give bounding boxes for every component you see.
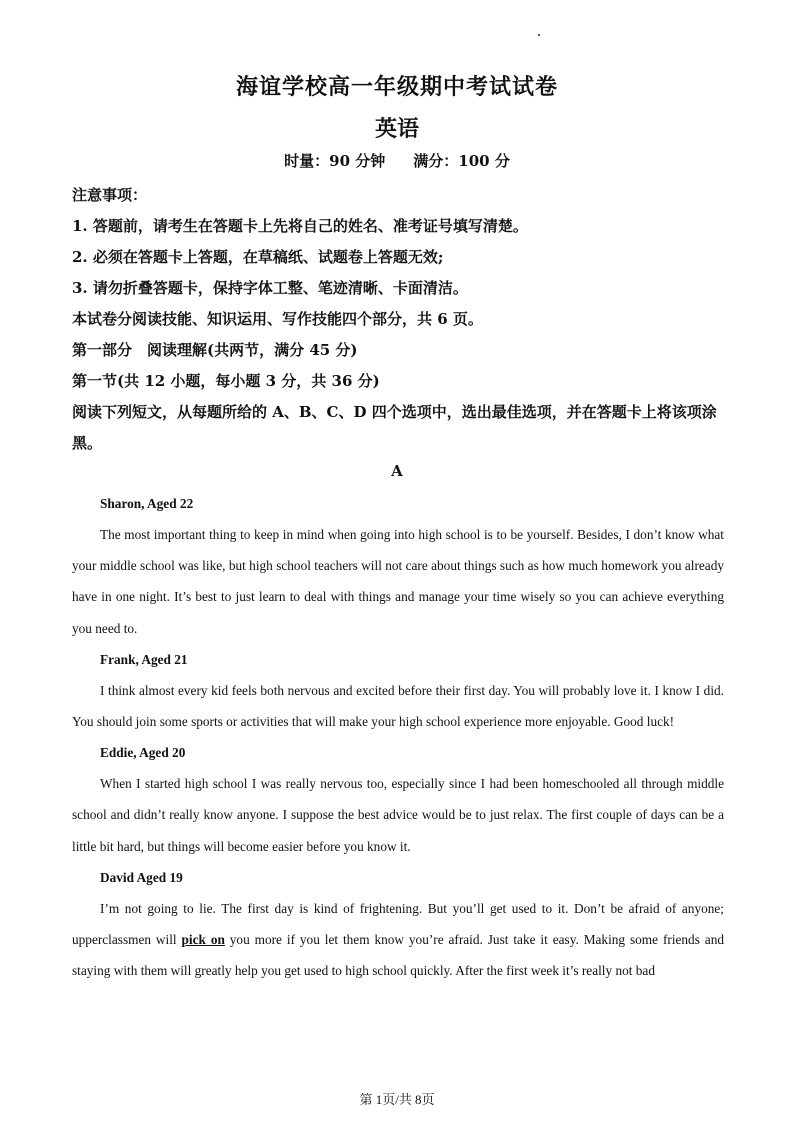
entry-text bbox=[72, 893, 724, 987]
entry-name: Eddie, Aged 20 bbox=[100, 745, 186, 761]
entry-name: David Aged 19 bbox=[100, 869, 183, 885]
reading-instruction: 阅读下列短文，从每题所给的 A、B、C、D 四个选项中，选出最佳选项，并在答题卡上将该项涂黑。 bbox=[72, 403, 717, 452]
page-number: 第 1页/共 8页 bbox=[359, 1092, 435, 1107]
score-text: 满分：100 分 bbox=[413, 152, 510, 170]
entry-text: When I started high school I was really nervous too, especially since I had been homeschooled all through middle school and didn’t really know anyone. I suppose the best advice would be to just relax. The first couple of days can be a little bit hard, but things will become easier before you know it. bbox=[72, 776, 724, 854]
note-item: 1. 答题前，请考生在答题卡上先将自己的姓名、准考证号填写清楚。 bbox=[72, 217, 528, 235]
exam-meta bbox=[0, 150, 794, 171]
duration-text: 时量：90 分钟 bbox=[284, 152, 386, 170]
entry-name: Sharon, Aged 22 bbox=[100, 496, 194, 511]
subject-title: 英语 bbox=[374, 116, 419, 142]
part-heading: 第一部分 阅读理解(共两节，满分 45 分) bbox=[72, 341, 358, 359]
underlined-phrase: pick on bbox=[181, 932, 225, 948]
instructions-block bbox=[72, 180, 732, 459]
overview-text: 本试卷分阅读技能、知识运用、写作技能四个部分，共 6 页。 bbox=[72, 310, 483, 328]
entry-text-after: you more if you let them know you’re afraid. Just take it easy. Making some friends and staying with them will greatly help you get used to high school quickly. After the first week it’s really not bad bbox=[72, 932, 724, 979]
exam-title: 海谊学校高一年级期中考试试卷 bbox=[235, 74, 558, 100]
note-item: 2. 必须在答题卡上答题，在草稿纸、试题卷上答题无效; bbox=[72, 248, 444, 266]
notes-heading: 注意事项： bbox=[72, 186, 148, 204]
scan-mark bbox=[538, 34, 540, 36]
note-item: 3. 请勿折叠答题卡，保持字体工整、笔迹清晰、卡面清洁。 bbox=[72, 279, 468, 297]
entry-text: I think almost every kid feels both nervous and excited before their first day. You will probably love it. I know I did. You should join some sports or activities that will make your high school experience more enjoyable. Good luck! bbox=[72, 682, 724, 730]
passage-label: A bbox=[391, 462, 403, 480]
entry-name: Frank, Aged 21 bbox=[100, 651, 188, 667]
section-heading: 第一节(共 12 小题，每小题 3 分，共 36 分) bbox=[72, 372, 380, 390]
entry-text-before: I’m not going to lie. The first day is kind of frightening. But you’ll get used to it. Don’t be afraid of anyone; upperclassmen will bbox=[72, 900, 724, 948]
reading-passage bbox=[72, 488, 724, 986]
entry-text: The most important thing to keep in mind when going into high school is to be yourself. Besides, I don’t know what your middle school was like, but high school teachers will not care about things such as how much homework you already have in one night. It’s best to just learn to deal with things and manage your time wisely so you can achieve everything you need to. bbox=[72, 527, 724, 636]
